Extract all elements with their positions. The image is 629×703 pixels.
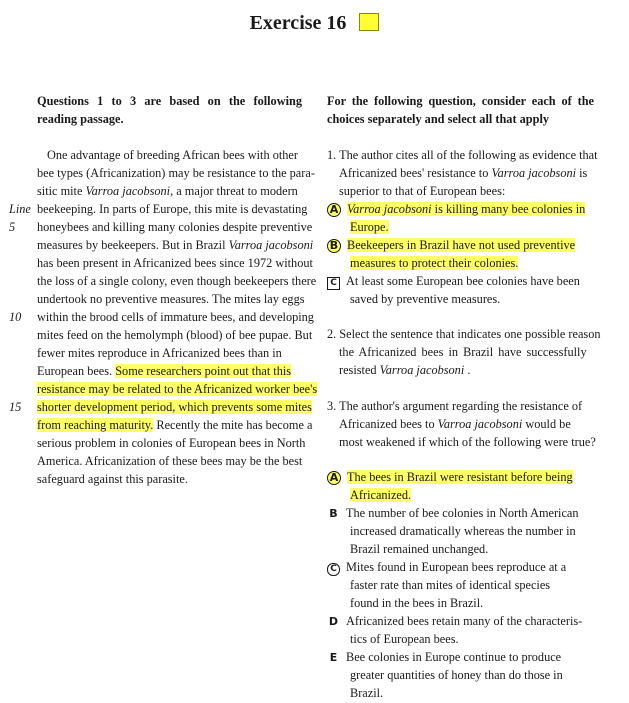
passage-line: Line beekeeping. In parts of Europe, this mite is devastating: [9, 202, 308, 216]
passage-line: [37, 362, 299, 380]
exercise-title-text: Exercise 16: [249, 12, 347, 34]
passage-line: America. Africanization of these bees may be the best: [37, 454, 303, 468]
option-c-checkbox-icon[interactable]: C: [327, 277, 340, 290]
passage-line: undertook no preventive measures. The mites lay eggs: [37, 292, 305, 306]
passage-text: European bees. Some researchers point out that this: [37, 364, 292, 378]
passage-text: from reaching maturity. Recently the mite has become a: [37, 418, 313, 432]
option-e-icon[interactable]: E: [329, 651, 338, 664]
option-b-selected-icon[interactable]: B: [327, 239, 341, 253]
question-3: 3. The author's argument regarding the resistance of Africanized bees to Varroa jacobsoni would be most weakened if which of the following were true?: [327, 399, 596, 449]
passage-line: has been present in Africanized bees since 1972 without: [37, 256, 313, 270]
q3-option-c[interactable]: C Mites found in European bees reproduce at a faster rate than mites of identical species found in the bees in Brazil.: [327, 558, 566, 612]
passage-line: 15 shorter development period, which prevents some mites: [9, 400, 312, 414]
passage-line: the loss of a single colony, even though beekeepers there: [37, 274, 317, 288]
line-number: 5: [9, 220, 16, 234]
option-c-radio-icon[interactable]: C: [327, 563, 340, 576]
line-number: Line: [9, 202, 31, 216]
passage-line: safeguard against this parasite.: [37, 472, 188, 486]
q3-option-e[interactable]: E Bee colonies in Europe continue to produce greater quantities of honey than do those in Brazil.: [327, 648, 563, 702]
q3-option-a[interactable]: A The bees in Brazil were resistant before being Africanized.: [327, 468, 573, 504]
option-a-selected-icon[interactable]: A: [327, 471, 341, 485]
passage-line: resistance may be related to the Africanized worker bee's: [37, 382, 318, 396]
speech-note-icon[interactable]: [359, 13, 379, 31]
passage-line: One advantage of breeding African bees with other: [47, 148, 298, 162]
passage-line: bee types (Africanization) may be resistance to the para-: [37, 166, 315, 180]
passage-line: [37, 416, 313, 434]
right-heading: For the following question, consider each of the choices separately and select all that apply: [327, 94, 594, 126]
option-a-selected-icon[interactable]: A: [327, 203, 341, 217]
passage-line: [37, 182, 299, 200]
line-number: 10: [9, 310, 22, 324]
q1-option-b[interactable]: B Beekeepers in Brazil have not used preventive measures to protect their colonies.: [327, 236, 575, 272]
question-2: 2. Select the sentence that indicates one possible reason the Africanized bees in Brazil have successfully resisted Varroa jacobsoni .: [327, 327, 601, 377]
left-heading: Questions 1 to 3 are based on the following reading passage.: [37, 94, 302, 126]
question-1: 1. The author cites all of the following as evidence that Africanized bees' resistance to Varroa jacobsoni is superior to that of European bees:: [327, 148, 598, 198]
option-d-icon[interactable]: D: [328, 615, 339, 628]
passage-line: serious problem in colonies of European bees in North: [37, 436, 306, 450]
line-number: 15: [9, 400, 22, 414]
passage-text: sitic mite Varroa jacobsoni, a major threat to modern: [37, 184, 298, 198]
q1-option-a[interactable]: A Varroa jacobsoni is killing many bee colonies in Europe.: [327, 200, 585, 236]
passage-line: fewer mites reproduce in Africanized bees than in: [37, 346, 282, 360]
passage-line: 10 within the brood cells of immature bees, and developing: [9, 310, 314, 324]
passage-text: measures by beekeepers. But in Brazil Varroa jacobsoni: [37, 238, 314, 252]
passage-line: [37, 236, 314, 254]
q3-option-d[interactable]: D Africanized bees retain many of the characteris- tics of European bees.: [328, 614, 583, 646]
passage-line: 5 honeybees and killing many colonies despite preventive: [9, 220, 313, 234]
option-b-icon[interactable]: B: [329, 507, 338, 520]
exercise-title: [0, 12, 629, 35]
q1-option-c[interactable]: C At least some European bee colonies have been saved by preventive measures.: [327, 272, 580, 308]
q3-option-b[interactable]: B The number of bee colonies in North American increased dramatically whereas the number in Brazil remained unchanged.: [327, 504, 579, 558]
reading-passage: [9, 146, 318, 488]
passage-line: mites feed on the hemolymph (blood) of bee pupae. But: [37, 328, 313, 342]
